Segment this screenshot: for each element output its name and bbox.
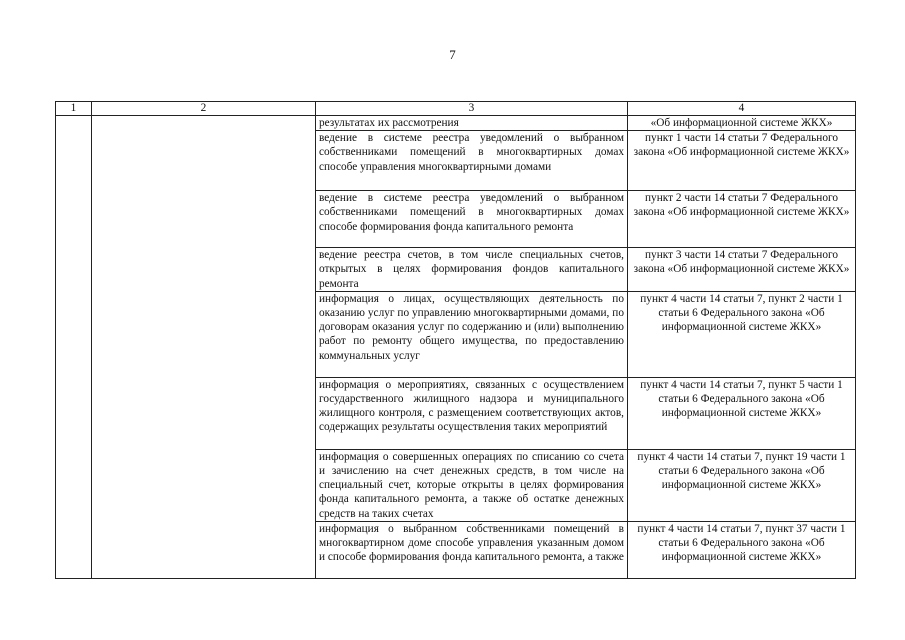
row-content: ведение в системе реестра уведомлений о выбранном собственниками помещений в многоквартирных домах способе управления многоквартирными домами — [316, 131, 628, 191]
row-content: информация о выбранном собственниками помещений в многоквартирном доме способе управления указанным домом и способе формирования фонда капитального ремонта, а также — [316, 521, 628, 578]
row-content: результатах их рассмотрения — [316, 116, 628, 131]
document-table — [55, 101, 856, 579]
column-1-cell — [56, 116, 92, 579]
row-content: ведение реестра счетов, в том числе специальных счетов, открытых в целях формирования фондов капитального ремонта — [316, 248, 628, 292]
page-number: 7 — [449, 47, 456, 62]
row-reference: пункт 2 части 14 статьи 7 Федерального закона «Об информационной системе ЖКХ» — [628, 191, 856, 248]
column-number-4: 4 — [628, 102, 856, 116]
row-reference: пункт 3 части 14 статьи 7 Федерального закона «Об информационной системе ЖКХ» — [628, 248, 856, 292]
row-content: информация о мероприятиях, связанных с осуществлением государственного жилищного надзора и муниципального жилищного контроля, с размещением соответствующих актов, содержащих результаты осуществления таких мероприятий — [316, 377, 628, 449]
row-content: информация о лицах, осуществляющих деятельность по оказанию услуг по управлению многоквартирными домами, по договорам оказания услуг по содержанию и (или) выполнению работ по ремонту общего имущества, по предоставлению коммунальных услуг — [316, 291, 628, 377]
table-row — [56, 116, 856, 131]
column-number-3: 3 — [316, 102, 628, 116]
row-reference: пункт 4 части 14 статьи 7, пункт 5 части 1 статьи 6 Федерального закона «Об информационной системе ЖКХ» — [628, 377, 856, 449]
row-reference: пункт 1 части 14 статьи 7 Федерального закона «Об информационной системе ЖКХ» — [628, 131, 856, 191]
row-reference: «Об информационной системе ЖКХ» — [628, 116, 856, 131]
table-header-row — [56, 102, 856, 116]
column-number-2: 2 — [92, 102, 316, 116]
row-content: ведение в системе реестра уведомлений о выбранном собственниками помещений в многоквартирных домах способе формирования фонда капитального ремонта — [316, 191, 628, 248]
row-reference: пункт 4 части 14 статьи 7, пункт 2 части 1 статьи 6 Федерального закона «Об информационной системе ЖКХ» — [628, 291, 856, 377]
row-content: информация о совершенных операциях по списанию со счета и зачислению на счет денежных средств, в том числе на специальный счет, которые открыты в целях формирования фонда капитального ремонта, а также об остатке денежных средств на таких счетах — [316, 449, 628, 521]
column-number-1: 1 — [56, 102, 92, 116]
column-2-cell — [92, 116, 316, 579]
row-reference: пункт 4 части 14 статьи 7, пункт 37 части 1 статьи 6 Федерального закона «Об информационной системе ЖКХ» — [628, 521, 856, 578]
row-reference: пункт 4 части 14 статьи 7, пункт 19 части 1 статьи 6 Федерального закона «Об информационной системе ЖКХ» — [628, 449, 856, 521]
